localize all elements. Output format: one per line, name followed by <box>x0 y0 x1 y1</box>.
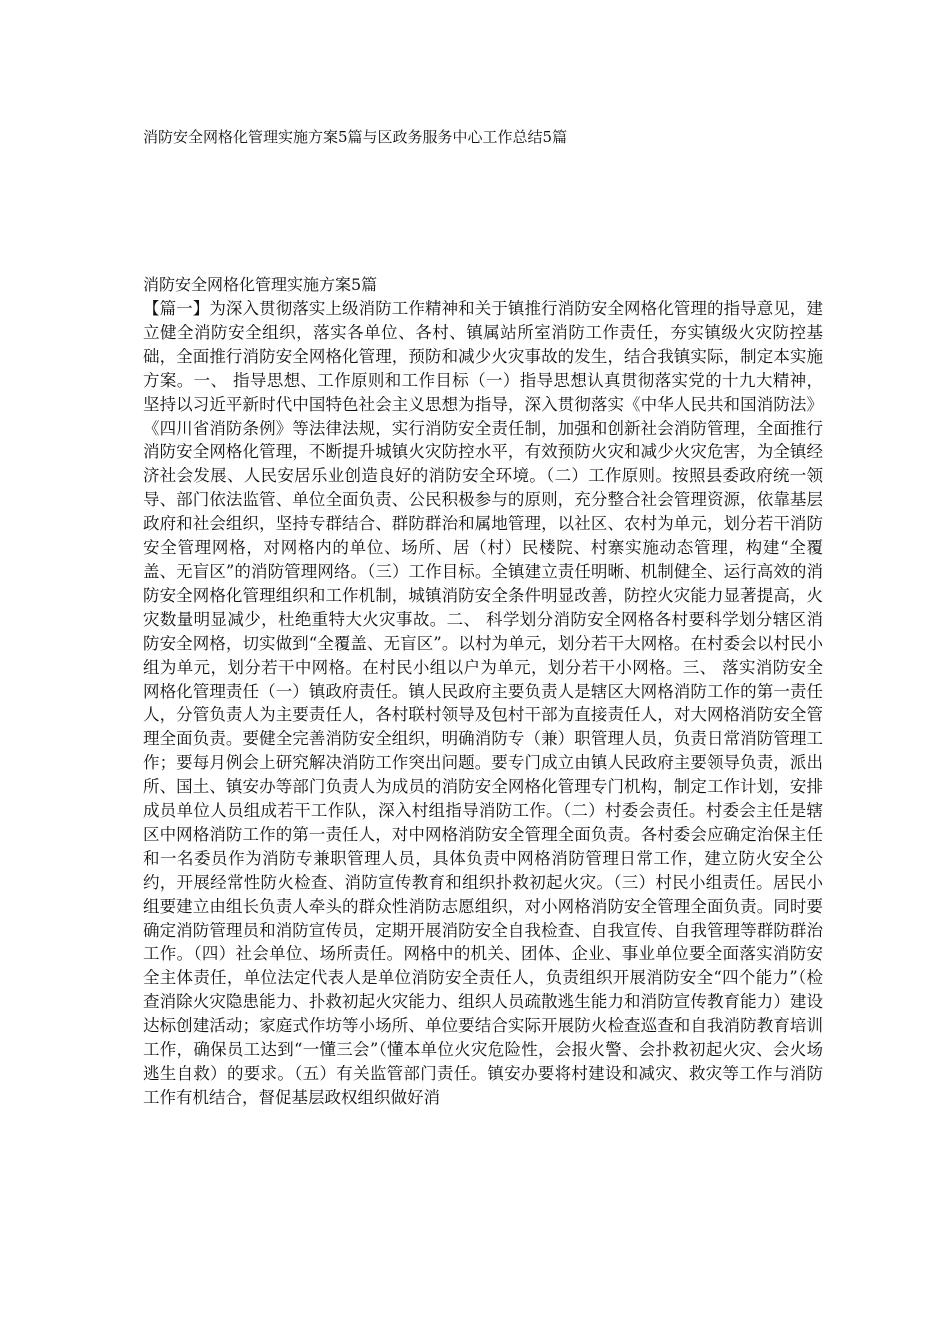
body-paragraph: 【篇一】为深入贯彻落实上级消防工作精神和关于镇推行消防安全网格化管理的指导意见，建立健全消防安全组织，落实各单位、各村、镇属站所室消防工作责任，夯实镇级火灾防控基础，全面推行消防安全网格化管理，预防和减少火灾事故的发生，结合我镇实际，制定本实施方案。一、 指导思想、工作原则和工作目标（一）指导思想认真贯彻落实党的十九大精神，坚持以习近平新时代中国特色社会主义思想为指导，深入贯彻落实《中华人民共和国消防法》《四川省消防条例》等法律法规，实行消防安全责任制，加强和创新社会消防管理，全面推行消防安全网格化管理，不断提升城镇火灾防控水平，有效预防火灾和减少火灾危害，为全镇经济社会发展、人民安居乐业创造良好的消防安全环境。（二）工作原则。按照县委政府统一领导、部门依法监管、单位全面负责、公民积极参与的原则，充分整合社会管理资源，依靠基层政府和社会组织，坚持专群结合、群防群治和属地管理，以社区、农村为单元，划分若干消防安全管理网格，对网格内的单位、场所、居（村）民楼院、村寨实施动态管理，构建“全覆盖、无盲区”的消防管理网络。（三）工作目标。全镇建立责任明晰、机制健全、运行高效的消防安全网格化管理组织和工作机制，城镇消防安全条件明显改善，防控火灾能力显著提高，火灾数量明显减少，杜绝重特大火灾事故。二、 科学划分消防安全网格各村要科学划分辖区消防安全网格，切实做到“全覆盖、无盲区”。以村为单元，划分若干大网格。在村委会以村民小组为单元，划分若干中网格。在村民小组以户为单元，划分若干小网格。三、 落实消防安全网格化管理责任（一）镇政府责任。镇人民政府主要负责人是辖区大网格消防工作的第一责任人，分管负责人为主要责任人，各村联村领导及包村干部为直接责任人，对大网格消防安全管理全面负责。要健全完善消防安全组织，明确消防专（兼）职管理人员，负责日常消防管理工作；要每月例会上研究解决消防工作突出问题。要专门成立由镇人民政府主要领导负责，派出所、国土、镇安办等部门负责人为成员的消防安全网格化管理专门机构，制定工作计划，安排成员单位人员组成若干工作队，深入村组指导消防工作。（二）村委会责任。村委会主任是辖区中网格消防工作的第一责任人，对中网格消防安全管理全面负责。各村委会应确定治保主任和一名委员作为消防专兼职管理人员，具体负责中网格消防管理日常工作，建立防火安全公约，开展经常性防火检查、消防宣传教育和组织扑救初起火灾。（三）村民小组责任。居民小组要建立由组长负责人牵头的群众性消防志愿组织，对小网格消防安全管理全面负责。同时要确定消防管理员和消防宣传员，定期开展消防安全自我检查、自我宣传、自我管理等群防群治工作。（四）社会单位、场所责任。网格中的机关、团体、企业、事业单位要全面落实消防安全主体责任，单位法定代表人是单位消防安全责任人，负责组织开展消防安全“四个能力”（检查消除火灾隐患能力、扑救初起火灾能力、组织人员疏散逃生能力和消防宣传教育能力）建设达标创建活动；家庭式作坊等小场所、单位要结合实际开展防火检查巡查和自我消防教育培训工作，确保员工达到“一懂三会”（懂本单位火灾危险性，会报火警、会扑救初起火灾、会火场逃生自救）的要求。（五）有关监管部门责任。镇安办要将村建设和减灾、救灾等工作与消防工作有机结合，督促基层政权组织做好消 <box>143 299 823 1107</box>
section-title: 消防安全网格化管理实施方案5篇 <box>143 275 378 294</box>
document-title: 消防安全网格化管理实施方案5篇与区政务服务中心工作总结5篇 <box>143 128 568 146</box>
